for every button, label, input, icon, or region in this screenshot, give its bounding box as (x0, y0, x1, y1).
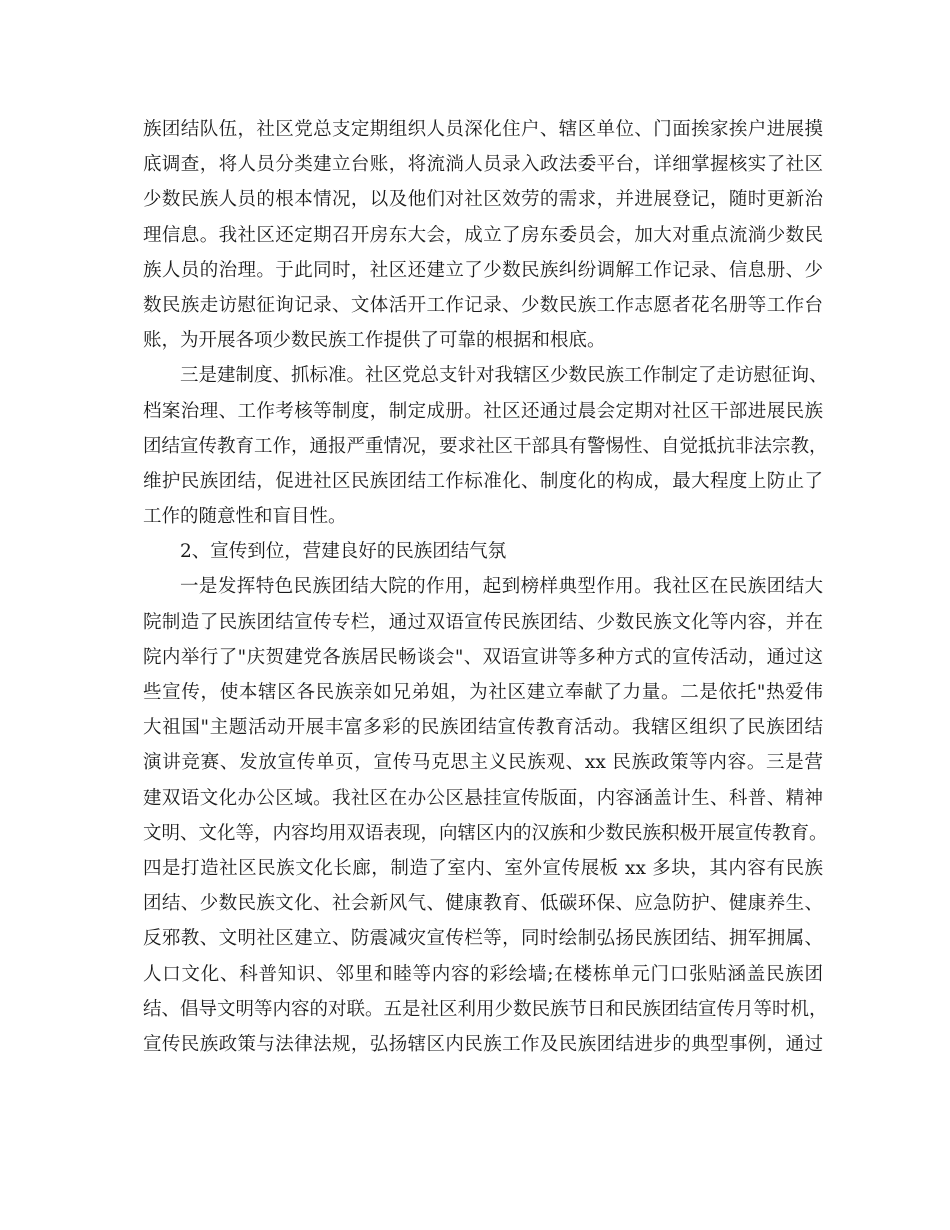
text-line: 档案治理、工作考核等制度，制定成册。社区还通过晨会定期对社区干部进展民族 (143, 400, 823, 422)
text-line: 族团结队伍，社区党总支定期组织人员深化住户、辖区单位、门面挨家挨户进展摸 (143, 119, 823, 140)
text-line: 维护民族团结，促进社区民族团结工作标准化、制度化的构成，最大程度上防止了 (143, 470, 823, 492)
text-line: 建双语文化办公区域。我社区在办公区悬挂宣传版面，内容涵盖计生、科普、精神 (143, 787, 823, 809)
text-line: 族人员的治理。于此同时，社区还建立了少数民族纠纷调解工作记录、信息册、少 (143, 259, 823, 281)
text-line: 三是建制度、抓标准。社区党总支针对我辖区少数民族工作制定了走访慰征询、 (180, 365, 828, 387)
text-line: 团结、少数民族文化、社会新风气、健康教育、低碳环保、应急防护、健康养生、 (143, 893, 823, 915)
text-line: 院制造了民族团结宣传专栏，通过双语宣传民族团结、少数民族文化等内容，并在 (143, 611, 823, 633)
text-line: 文明、文化等，内容均用双语表现，向辖区内的汉族和少数民族积极开展宣传教育。 (143, 822, 828, 844)
text-line: 数民族走访慰征询记录、文体活开工作记录、少数民族工作志愿者花名册等工作台 (143, 294, 823, 316)
text-line: 大祖国"主题活动开展丰富多彩的民族团结宣传教育活动。我辖区组织了民族团结 (143, 717, 823, 739)
text-line: 少数民族人员的根本情况，以及他们对社区效劳的需求，并进展登记，随时更新治 (143, 189, 823, 211)
text-line: 底调查，将人员分类建立台账，将流淌人员录入政法委平台，详细掌握核实了社区 (143, 154, 823, 176)
text-line: 反邪教、文明社区建立、防震减灾宣传栏等，同时绘制弘扬民族团结、拥军拥属、 (143, 928, 823, 950)
text-line: 工作的随意性和盲目性。 (143, 506, 347, 528)
section-heading: 2、宣传到位，营建良好的民族团结气氛 (180, 541, 507, 563)
text-line: 演讲竞赛、发放宣传单页，宣传马克思主义民族观、xx 民族政策等内容。三是营 (143, 752, 823, 774)
text-line: 四是打造社区民族文化长廊，制造了室内、室外宣传展板 xx 多块，其内容有民族 (143, 857, 823, 879)
text-line: 账，为开展各项少数民族工作提供了可靠的根据和根底。 (143, 330, 606, 352)
text-line: 宣传民族政策与法律法规，弘扬辖区内民族工作及民族团结进步的典型事例，通过 (143, 1033, 823, 1055)
body-text (143, 112, 828, 1062)
text-line: 团结宣传教育工作，通报严重情况，要求社区干部具有警惕性、自觉抵抗非法宗教， (143, 435, 828, 457)
text-line: 理信息。我社区还定期召开房东大会，成立了房东委员会，加大对重点流淌少数民 (143, 224, 823, 246)
text-line: 一是发挥特色民族团结大院的作用，起到榜样典型作用。我社区在民族团结大 (180, 576, 823, 598)
text-line: 结、倡导文明等内容的对联。五是社区利用少数民族节日和民族团结宣传月等时机， (143, 998, 828, 1020)
text-line: 院内举行了"庆贺建党各族居民畅谈会"、双语宣讲等多种方式的宣传活动，通过这 (143, 646, 823, 668)
text-line: 人口文化、科普知识、邻里和睦等内容的彩绘墙;在楼栋单元门口张贴涵盖民族团 (143, 963, 823, 985)
text-line: 些宣传，使本辖区各民族亲如兄弟姐，为社区建立奉献了力量。二是依托"热爱伟 (143, 682, 823, 703)
